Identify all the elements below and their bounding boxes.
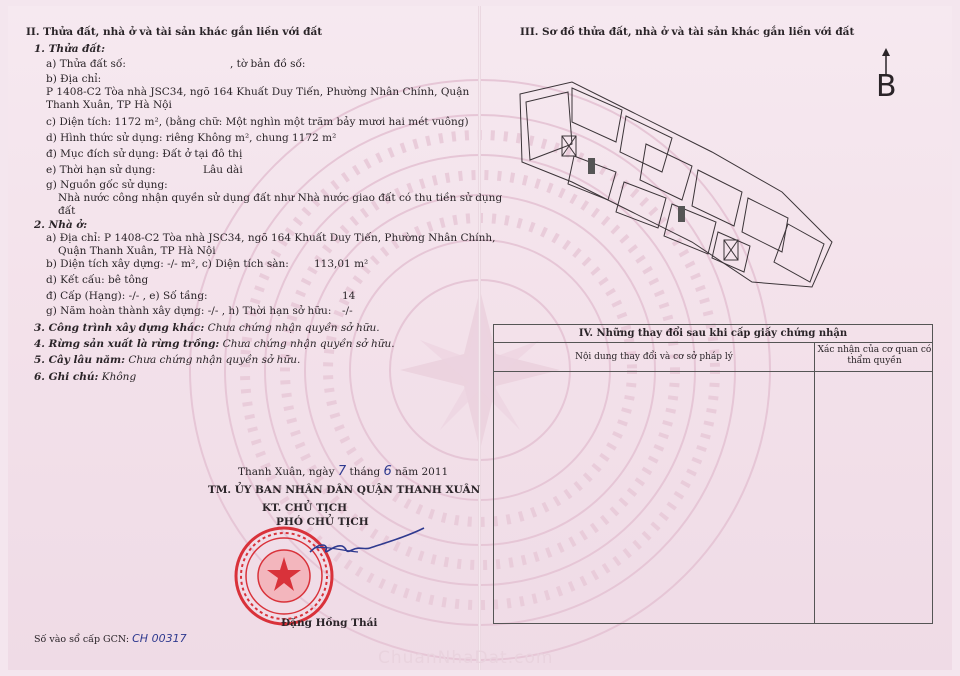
origin-line1: Nhà nước công nhận quyền sử dụng đất như Nhà nước giao đất có thu tiền sử dụng xyxy=(58,192,503,204)
item-other-works: 3. Công trình xây dựng khác: Chưa chứng nhận quyền sở hữu. xyxy=(34,322,380,334)
lot-number-label: a) Thửa đất số: xyxy=(46,58,126,70)
map-number-label: , tờ bản đồ số: xyxy=(230,58,306,70)
north-arrow-icon xyxy=(876,48,896,76)
house-address-line1: a) Địa chỉ: P 1408-C2 Tòa nhà JSC34, ngõ 164 Khuất Duy Tiến, Phường Nhân Chính, xyxy=(46,232,496,244)
grade: đ) Cấp (Hạng): -/- , e) Số tầng: xyxy=(46,290,208,302)
origin-line2: đất xyxy=(58,205,76,217)
address-line1: P 1408-C2 Tòa nhà JSC34, ngõ 164 Khuất Duy Tiến, Phường Nhân Chính, Quận xyxy=(46,86,470,98)
changes-table-title: IV. Những thay đổi sau khi cấp giấy chứng nhận xyxy=(494,325,932,343)
col-change-content: Nội dung thay đổi và cơ sở pháp lý xyxy=(575,352,733,362)
orientation-letter: B xyxy=(876,69,897,104)
section-title-iii: III. Sơ đồ thửa đất, nhà ở và tài sản khác gắn liền với đất xyxy=(520,26,855,38)
site-watermark: ChuanNhaDat.com xyxy=(378,648,554,668)
item-forest: 4. Rừng sản xuất là rừng trồng: Chưa chứng nhận quyền sở hữu. xyxy=(34,338,395,350)
house-address-line2: Quận Thanh Xuân, TP Hà Nội xyxy=(58,245,216,257)
completion-year: g) Năm hoàn thành xây dựng: -/- , h) Thời hạn sở hữu: xyxy=(46,305,332,317)
signature-mark xyxy=(298,520,428,566)
floor-area-value: 113,01 m² xyxy=(314,258,369,270)
col-authority-confirmation: Xác nhận của cơ quan có thẩm quyền xyxy=(817,345,932,366)
center-fold xyxy=(478,6,481,670)
address-line2: Thanh Xuân, TP Hà Nội xyxy=(46,99,172,111)
address-label: b) Địa chỉ: xyxy=(46,73,102,85)
ownership-term-value: -/- xyxy=(342,305,353,317)
sign-role: PHÓ CHỦ TỊCH xyxy=(276,516,369,528)
use-purpose: đ) Mục đích sử dụng: Đất ở tại đô thị xyxy=(46,148,243,160)
item-notes: 6. Ghi chú: Không xyxy=(34,371,137,383)
land-heading: 1. Thửa đất: xyxy=(34,43,106,55)
changes-table xyxy=(493,324,933,624)
sign-org: TM. ỦY BAN NHÂN DÂN QUẬN THANH XUÂN xyxy=(208,484,481,496)
column-divider xyxy=(814,343,815,623)
origin-label: g) Nguồn gốc sử dụng: xyxy=(46,179,168,191)
register-number: Số vào sổ cấp GCN: CH 00317 xyxy=(34,632,187,645)
structure: d) Kết cấu: bê tông xyxy=(46,274,149,286)
item-perennial: 5. Cây lâu năm: Chưa chứng nhận quyền sở hữu. xyxy=(34,354,301,366)
section-title-ii: II. Thửa đất, nhà ở và tài sản khác gắn liền với đất xyxy=(26,26,323,38)
land-area: c) Diện tích: 1172 m², (bằng chữ: Một nghìn một trăm bảy mươi hai mét vuông) xyxy=(46,116,469,128)
use-term-label: e) Thời hạn sử dụng: xyxy=(46,164,156,176)
signer-name: Đặng Hồng Thái xyxy=(281,617,378,629)
floor-plan-diagram xyxy=(512,72,840,294)
floors-value: 14 xyxy=(342,290,356,302)
sign-date: Thanh Xuân, ngày 7 tháng 6 năm 2011 xyxy=(238,464,449,479)
changes-table-header xyxy=(494,343,932,372)
use-term-value: Lâu dài xyxy=(203,164,243,176)
build-area: b) Diện tích xây dựng: -/- m², c) Diện tích sàn: xyxy=(46,258,289,270)
house-heading: 2. Nhà ở: xyxy=(34,219,88,231)
use-form: d) Hình thức sử dụng: riêng Không m², chung 1172 m² xyxy=(46,132,337,144)
sign-kt: KT. CHỦ TỊCH xyxy=(262,502,347,514)
